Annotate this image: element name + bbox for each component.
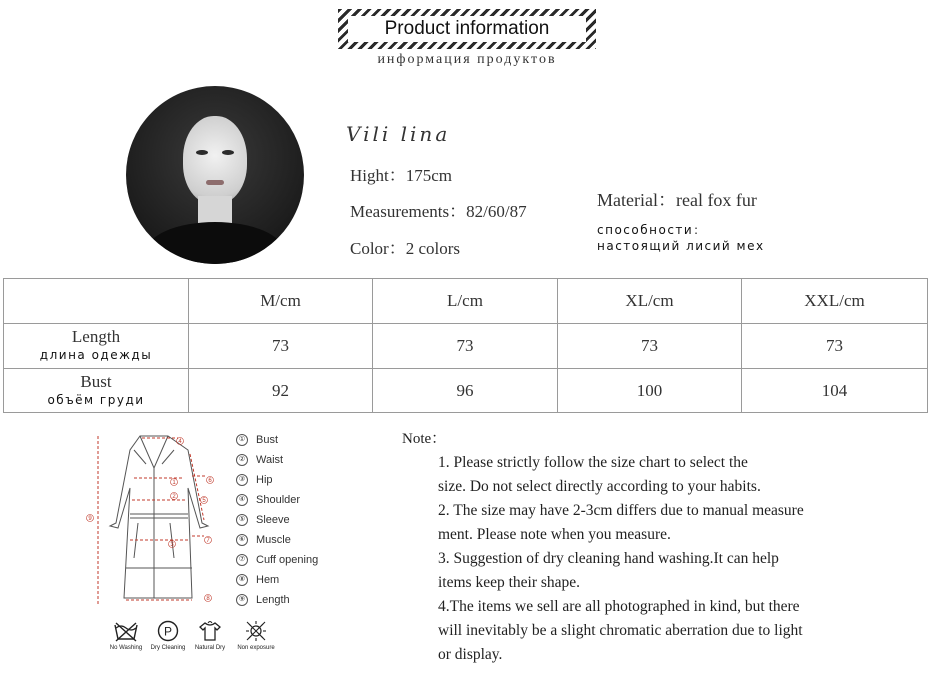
legend-item-hip: ③ Hip: [236, 474, 273, 486]
legend-item-shoulder: ④ Shoulder: [236, 494, 300, 506]
note-title: Note：: [402, 431, 447, 447]
note-line-6: items keep their shape.: [438, 574, 581, 591]
cell-length-xl: 73: [558, 324, 742, 369]
note-line-7: 4.The items we sell are all photographed in kind, but there: [438, 598, 800, 615]
table-row: [4, 369, 928, 413]
cell-length-l: 73: [373, 324, 558, 369]
note-line-4: ment. Please note when you measure.: [438, 526, 671, 543]
cell-length-m: 73: [189, 324, 373, 369]
header-banner: [338, 9, 596, 49]
header-cell-l: L/cm: [373, 279, 558, 324]
diagram-label-3: 3: [170, 542, 174, 548]
legend-item-muscle: ⑥ Muscle: [236, 534, 291, 546]
header-subtitle: информация продуктов: [377, 52, 557, 67]
table-row: [4, 324, 928, 369]
legend-item-cuff-opening: ⑦ Cuff opening: [236, 554, 318, 566]
row-label-length: Length длина одежды: [4, 324, 189, 369]
model-face: [183, 116, 247, 204]
non-exposure-icon: [243, 620, 269, 642]
no-washing-icon: [113, 620, 139, 642]
model-name: Vili lina: [346, 122, 451, 146]
care-natural-dry: Natural Dry: [180, 620, 240, 651]
diagram-label-9: 9: [88, 516, 92, 522]
model-height: Hight：175cm: [350, 166, 452, 185]
cell-length-xxl: 73: [742, 324, 928, 369]
cell-bust-m: 92: [189, 369, 373, 413]
diagram-label-6: 6: [208, 478, 212, 484]
care-dry-cleaning: P Dry Cleaning: [138, 620, 198, 651]
material-ru-line2: настоящий лисий мех: [597, 239, 765, 253]
header-cell-m: M/cm: [189, 279, 373, 324]
legend-item-bust: ① Bust: [236, 434, 278, 446]
cell-bust-l: 96: [373, 369, 558, 413]
diagram-label-7: 7: [206, 538, 210, 544]
diagram-label-1: 1: [172, 480, 176, 486]
header-cell-empty: [4, 279, 189, 324]
legend-item-length: ⑨ Length: [236, 594, 290, 606]
cell-bust-xxl: 104: [742, 369, 928, 413]
material-ru-line1: способности：: [597, 223, 707, 237]
header-cell-xl: XL/cm: [558, 279, 742, 324]
legend-item-hem: ⑧ Hem: [236, 574, 279, 586]
header-title: Product information: [348, 16, 586, 42]
model-photo: [126, 86, 304, 264]
diagram-label-8: 8: [206, 596, 210, 602]
diagram-label-5: 5: [202, 498, 206, 504]
cell-bust-xl: 100: [558, 369, 742, 413]
svg-text:P: P: [163, 624, 173, 639]
note-line-3: 2. The size may have 2-3cm differs due to manual measure: [438, 502, 804, 519]
note-line-8: will inevitably be a slight chromatic aberration due to light: [438, 622, 803, 639]
care-non-exposure: Non exposure: [226, 620, 286, 651]
diagram-label-4: 4: [178, 439, 182, 445]
size-table-header-row: [4, 279, 928, 324]
model-measurements: Measurements：82/60/87: [350, 202, 527, 221]
dry-cleaning-icon: [156, 620, 180, 642]
diagram-label-2: 2: [172, 494, 176, 500]
note-line-9: or display.: [438, 646, 503, 663]
natural-dry-icon: [197, 620, 223, 642]
row-label-bust: Bust объём груди: [4, 369, 189, 413]
note-line-5: 3. Suggestion of dry cleaning hand washing.It can help: [438, 550, 779, 567]
care-no-washing: No Washing: [96, 620, 156, 651]
note-line-2: size. Do not select directly according to your habits.: [438, 478, 761, 495]
note-line-1: 1. Please strictly follow the size chart to select the: [438, 454, 748, 471]
model-color: Color：2 colors: [350, 239, 461, 258]
legend-item-sleeve: ⑤ Sleeve: [236, 514, 290, 526]
header-cell-xxl: XXL/cm: [742, 279, 928, 324]
legend-item-waist: ② Waist: [236, 454, 283, 466]
coat-measurement-diagram: [80, 428, 230, 613]
size-table: [3, 278, 928, 413]
material-en: Material：real fox fur: [597, 190, 757, 210]
